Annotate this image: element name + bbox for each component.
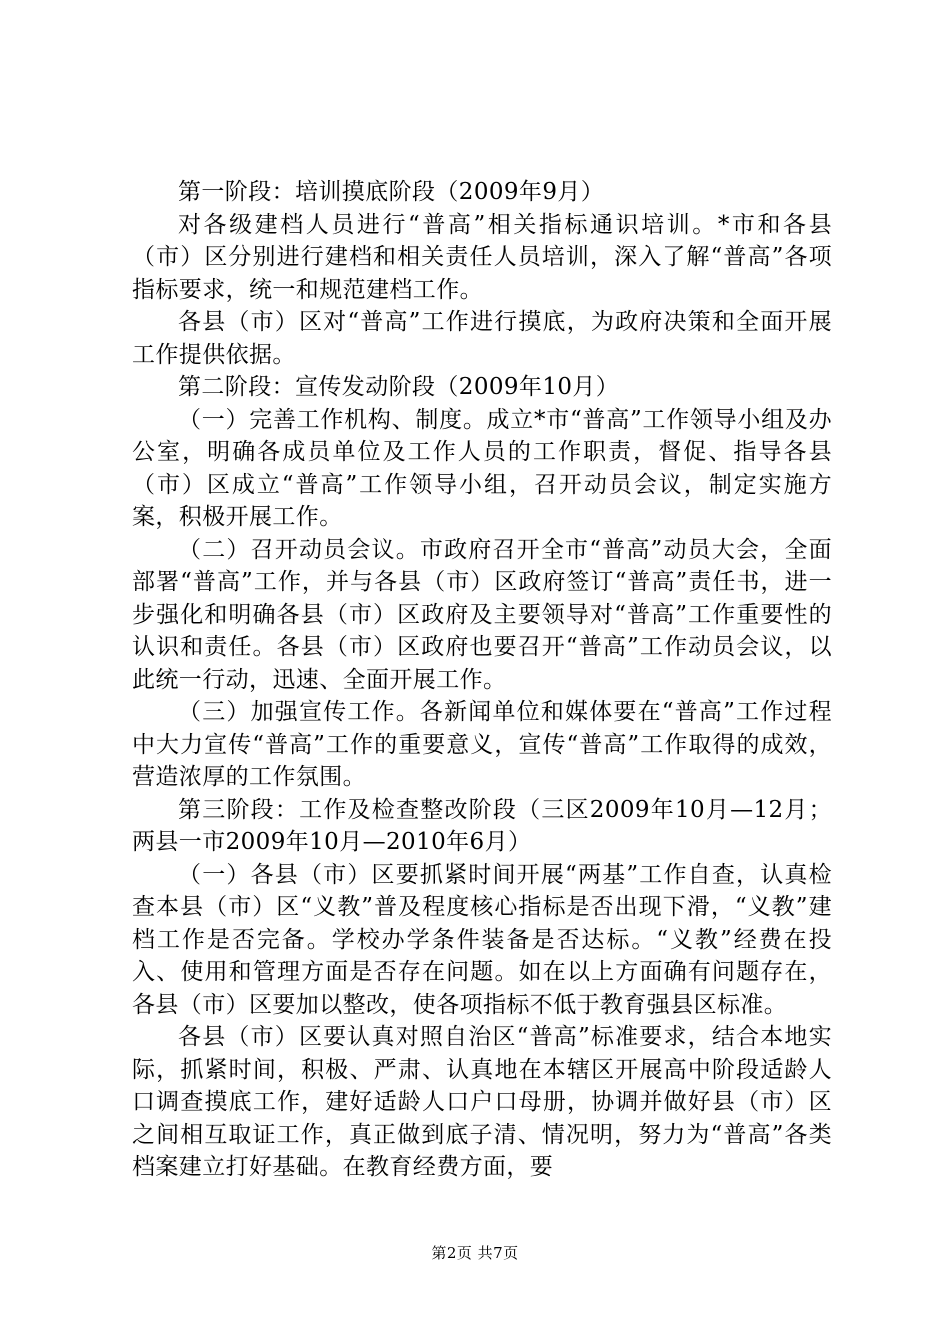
page-footer: 第2页 共7页 xyxy=(431,1244,519,1262)
paragraph-training: 对各级建档人员进行“普高”相关指标通识培训。*市和各县（市）区分别进行建档和相关责任人员培训，深入了解“普高”各项指标要求，统一和规范建档工作。 xyxy=(132,211,832,303)
document-body xyxy=(132,176,832,1184)
paragraph-survey: 各县（市）区对“普高”工作进行摸底，为政府决策和全面开展工作提供依据。 xyxy=(132,309,832,368)
paragraph-stage-three-heading: 第三阶段：工作及检查整改阶段（三区2009年10月—12月；两县一市2009年10月—2010年6月） xyxy=(132,796,832,855)
paragraph-stage-two-heading: 第二阶段：宣传发动阶段（2009年10月） xyxy=(178,374,620,400)
paragraph-stage-one-heading: 第一阶段：培训摸底阶段（2009年9月） xyxy=(178,179,605,205)
paragraph-organization: （一）完善工作机构、制度。成立*市“普高”工作领导小组及办公室，明确各成员单位及工作人员的工作职责，督促、指导各县（市）区成立“普高”工作领导小组，召开动员会议，制定实施方案，积极开展工作。 xyxy=(132,406,832,530)
paragraph-population-survey: 各县（市）区要认真对照自治区“普高”标准要求，结合本地实际，抓紧时间，积极、严肃、认真地在本辖区开展高中阶段适龄人口调查摸底工作，建好适龄人口户口母册，协调并做好县（市）区之间相互取证工作，真正做到底子清、情况明，努力为“普高”各类档案建立打好基础。在教育经费方面，要 xyxy=(132,1024,832,1180)
paragraph-mobilization-meeting: （二）召开动员会议。市政府召开全市“普高”动员大会，全面部署“普高”工作，并与各县（市）区政府签订“普高”责任书，进一步强化和明确各县（市）区政府及主要领导对“普高”工作重要性的认识和责任。各县（市）区政府也要召开“普高”工作动员会议，以此统一行动，迅速、全面开展工作。 xyxy=(132,536,832,693)
paragraph-self-check: （一）各县（市）区要抓紧时间开展“两基”工作自查，认真检查本县（市）区“义教”普及程度核心指标是否出现下滑，“义教”建档工作是否完备。学校办学条件装备是否达标。“义教”经费在投入、使用和管理方面是否存在问题。如在以上方面确有问题存在，各县（市）区要加以整改，使各项指标不低于教育强县区标准。 xyxy=(132,861,832,1018)
paragraph-publicity: （三）加强宣传工作。各新闻单位和媒体要在“普高”工作过程中大力宣传“普高”工作的重要意义，宣传“普高”工作取得的成效，营造浓厚的工作氛围。 xyxy=(132,699,832,790)
